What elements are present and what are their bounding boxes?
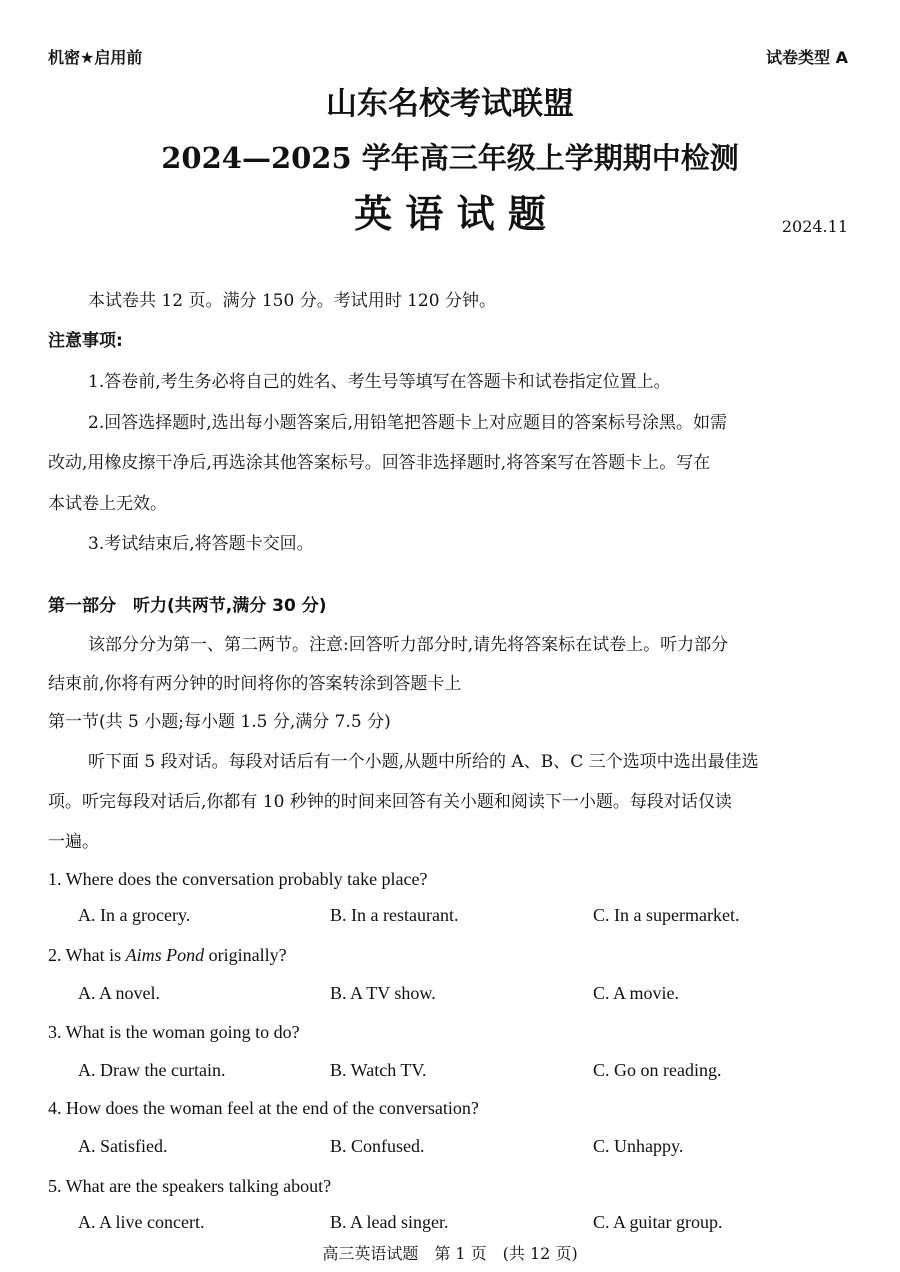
page-footer: 高三英语试题 第 1 页 (共 12 页) [322,1244,578,1263]
section1-instructions-cont: 一遍。 [48,832,99,852]
option-3b: B. Watch TV. [330,1060,427,1080]
question-3: 3. What is the woman going to do? [48,1022,300,1042]
option-5c: C. A guitar group. [593,1212,723,1232]
option-4a: A. Satisfied. [78,1136,168,1156]
section1-heading: 第一节(共 5 小题;每小题 1.5 分,满分 7.5 分) [48,712,391,732]
part1-desc: 该部分分为第一、第二两节。注意:回答听力部分时,请先将答案标在试卷上。听力部分 [88,635,729,655]
question-4: 4. How does the woman feel at the end of the conversation? [48,1098,479,1118]
notice-item-2-cont: 本试卷上无效。 [48,494,167,514]
option-5a: A. A live concert. [78,1212,205,1232]
question-2 [48,944,287,966]
option-4b: B. Confused. [330,1136,425,1156]
exam-title: 2024—2025 学年高三年级上学期期中检测 [161,141,739,175]
option-4c: C. Unhappy. [593,1136,684,1156]
section1-instructions: 听下面 5 段对话。每段对话后有一个小题,从题中所给的 A、B、C 三个选项中选出最佳选 [88,752,759,772]
question-2-post: originally? [204,945,287,965]
paper-type-label: 试卷类型 A [766,48,848,67]
option-2c: C. A movie. [593,983,680,1003]
notice-item-3: 3.考试结束后,将答题卡交回。 [88,534,314,554]
question-2-title: Aims Pond [125,945,205,965]
notice-heading: 注意事项: [48,331,123,351]
part1-heading: 第一部分 听力(共两节,满分 30 分) [48,596,327,616]
notice-item-2-cont: 改动,用橡皮擦干净后,再选涂其他答案标号。回答非选择题时,将答案写在答题卡上。写在 [48,453,711,473]
option-3c: C. Go on reading. [593,1060,722,1080]
exam-date: 2024.11 [781,217,848,236]
section1-instructions-cont: 项。听完每段对话后,你都有 10 秒钟的时间来回答有关小题和阅读下一小题。每段对话仅读 [48,792,732,812]
notice-item-2: 2.回答选择题时,选出每小题答案后,用铅笔把答题卡上对应题目的答案标号涂黑。如需 [88,413,728,433]
option-1b: B. In a restaurant. [330,905,459,925]
notice-item-1: 1.答卷前,考生务必将自己的姓名、考生号等填写在答题卡和试卷指定位置上。 [88,372,671,392]
option-1c: C. In a supermarket. [593,905,740,925]
intro-text: 本试卷共 12 页。满分 150 分。考试用时 120 分钟。 [88,291,496,311]
question-1: 1. Where does the conversation probably take place? [48,869,428,889]
option-2b: B. A TV show. [330,983,436,1003]
question-2-pre: 2. What is [48,945,126,965]
option-5b: B. A lead singer. [330,1212,449,1232]
question-5: 5. What are the speakers talking about? [48,1176,332,1196]
option-1a: A. In a grocery. [78,905,191,925]
confidential-label: 机密★启用前 [48,48,143,67]
option-2a: A. A novel. [78,983,161,1003]
part1-desc-cont: 结束前,你将有两分钟的时间将你的答案转涂到答题卡上 [48,674,462,694]
subject-title: 英 语 试 题 [354,192,546,236]
option-3a: A. Draw the curtain. [78,1060,226,1080]
org-title: 山东名校考试联盟 [326,86,574,122]
